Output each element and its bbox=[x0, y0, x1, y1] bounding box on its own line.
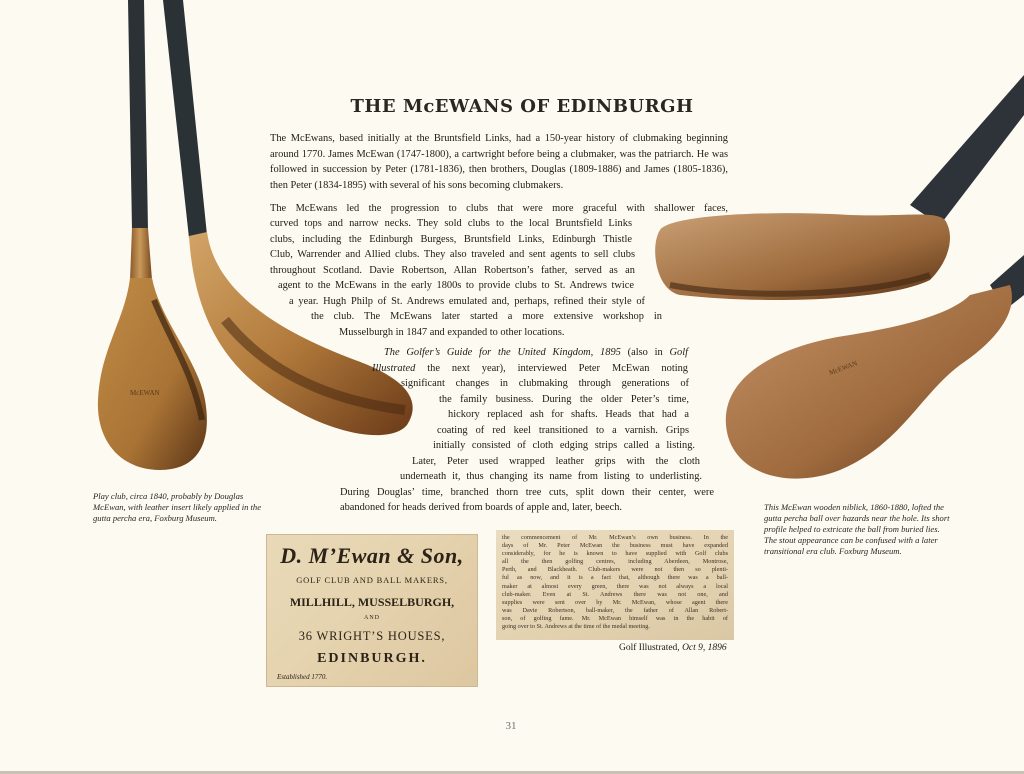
magazine-title: Golf bbox=[669, 347, 689, 358]
clip-line: considerably, for he is known to have supplied with Golf clubs bbox=[502, 550, 728, 558]
ad-established: Established 1770. bbox=[277, 673, 328, 681]
niblick-bottom-photo bbox=[720, 255, 1024, 485]
clip-line: Perth, and Blackheath. Club-makers were not then so plenti- bbox=[502, 566, 728, 574]
page-number: 31 bbox=[505, 720, 517, 732]
page-title: THE McEWANS OF EDINBURGH bbox=[350, 96, 694, 117]
para3-text: the next year), interviewed Peter McEwan noting bbox=[415, 363, 688, 374]
clip-line: supplies were sent over by Mr. McEwan, whose agent there bbox=[502, 598, 728, 606]
magazine-title-2: Illustrated bbox=[372, 363, 416, 374]
svg-text:McEWAN: McEWAN bbox=[827, 359, 859, 377]
clip-line: club-maker. Even at St. Andrews there was not one, and bbox=[502, 590, 728, 598]
para3-line: underneath it, thus changing its name from listing to underlisting. bbox=[400, 471, 702, 482]
para2-line: clubs, including the Edinburgh Burgess, Bruntsfield Links, Edinburgh Thistle bbox=[270, 234, 632, 245]
para3-line: abandoned for heads derived from boards of apple and, later, beech. bbox=[340, 502, 623, 513]
clip-line: days of Mr. Peter McEwan the business must have expanded bbox=[502, 542, 728, 550]
caption-niblick: This McEwan wooden niblick, 1860-1880, lofted the gutta percha ball over hazards near the hole. Its short profile helped to extricate the ball from buried lies. The stout appearance can be confused with a later transitional era club. Foxburg Museum. bbox=[764, 502, 950, 556]
clipping-caption bbox=[619, 643, 727, 653]
para2-line: Club, Warrender and Allied clubs. They also traveled and sent agents to sell clubs bbox=[270, 249, 635, 260]
para2-line: the club. The McEwans later started a more extensive workshop in bbox=[311, 311, 662, 322]
svg-text:McEWAN: McEWAN bbox=[130, 389, 160, 397]
para3-line: the family business. During the older Peter’s time, bbox=[439, 394, 689, 405]
para2-line: Musselburgh in 1847 and expanded to other locations. bbox=[339, 327, 565, 338]
para3-line: Later, Peter used wrapped leather grips with the cloth bbox=[412, 456, 700, 467]
clip-line: was Davie Robertson, ball-maker, the father of Allan Robert- bbox=[502, 606, 728, 614]
ad-line: AND bbox=[364, 615, 380, 621]
para2-line: The McEwans led the progression to clubs that were more graceful with shallower faces, bbox=[270, 203, 728, 214]
clip-line: going over to St. Andrews at the time of the medal meeting. bbox=[502, 623, 650, 631]
clipping-date: Oct 9, 1896 bbox=[682, 643, 727, 653]
clipping-source: Golf Illustrated, bbox=[619, 643, 683, 653]
para2-line: a year. Hugh Philp of St. Andrews emulated and, perhaps, refined their style of bbox=[289, 296, 645, 307]
clip-line: the commencement of Mr. McEwan’s own business. In the bbox=[502, 534, 728, 541]
ad-company-name: D. M’Ewan & Son, bbox=[280, 543, 464, 568]
para2-line: throughout Scotland. Davie Robertson, Allan Robertson’s father, served as an bbox=[270, 265, 635, 276]
newspaper-clipping bbox=[496, 530, 734, 640]
clip-line: ful as now, and it is a fact that, although there was a ball- bbox=[502, 574, 728, 582]
para2-line: curved tops and narrow necks. They sold clubs to the local Bruntsfield Links bbox=[270, 218, 632, 229]
para3-line: initially consisted of cloth edging strips called a listing. bbox=[433, 440, 695, 451]
guide-book-title: The Golfer’s Guide for the United Kingdom, 1895 bbox=[384, 347, 621, 358]
ad-line: GOLF CLUB AND BALL MAKERS, bbox=[296, 575, 448, 585]
para3-line: hickory replaced ash for shafts. Heads that had a bbox=[448, 409, 689, 420]
clip-line: son, of golfing fame. Mr. McEwan himself was in the habit of bbox=[502, 614, 728, 622]
para3-line: During Douglas’ time, branched thorn tree cuts, split down their center, were bbox=[340, 487, 714, 498]
para2-line: agent to the McEwans in the early 1800s to provide clubs to St. Andrews twice bbox=[278, 280, 634, 291]
clip-line: maker at almost every green, there was not always a local bbox=[502, 582, 728, 590]
para3-text: (also in bbox=[620, 347, 670, 358]
para3-line: significant changes in clubmaking through generations of bbox=[401, 378, 689, 389]
ad-line: MILLHILL, MUSSELBURGH, bbox=[289, 595, 455, 609]
para3-line bbox=[372, 361, 688, 377]
clip-line: all the then golfing centres, including Aberdeen, Montrose, bbox=[502, 558, 728, 566]
paragraph-history: The McEwans, based initially at the Bruntsfield Links, had a 150-year history of clubmaking beginning around 1770. James McEwan (1747-1800), a cartwright before being a clubmaker, was the patriarch. He was followed in succession by Peter (1781-1836), then brothers, Douglas (1809-1886) and James (1805-1836), then Peter (1834-1895) with several of his sons becoming clubmakers. bbox=[270, 133, 728, 191]
mcewan-advertisement bbox=[266, 534, 478, 687]
caption-play-club: Play club, circa 1840, probably by Douglas McEwan, with leather insert likely applied in the gutta percha era, Foxburg Museum. bbox=[93, 491, 262, 523]
ad-line: 36 WRIGHT’S HOUSES, bbox=[298, 629, 446, 643]
para3-line: coating of red keel transitioned to a varnish. Grips bbox=[437, 425, 689, 436]
ad-line: EDINBURGH. bbox=[317, 651, 427, 666]
para3-line bbox=[384, 345, 688, 361]
